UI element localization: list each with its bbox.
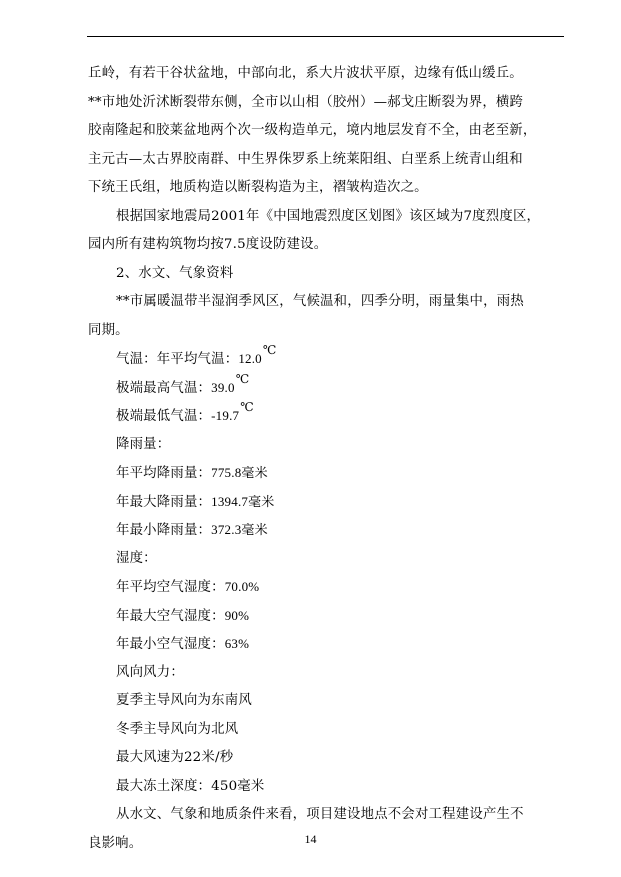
rainfall-item xyxy=(88,488,564,517)
body-line: 胶南隆起和胶莱盆地两个次一级构造单元，境内地层发育不全，由老至新， xyxy=(88,123,537,138)
wind-summer: 夏季主导风向为东南风 xyxy=(116,693,252,708)
humidity-label: 湿度： xyxy=(116,550,157,566)
body-line: **市地处沂沭断裂带东侧，全市以山相（胶州）—郝戈庄断裂为界，横跨 xyxy=(88,94,524,110)
document-body xyxy=(88,60,564,858)
body-line: 丘岭，有若干谷状盆地，中部向北，系大片波状平原，边缘有低山缓丘。 xyxy=(88,66,523,81)
rainfall-item-label: 年最大降雨量： xyxy=(116,494,212,510)
rainfall-item-value: 1394.7毫米 xyxy=(211,493,275,509)
temperature-min-value: -19.7 xyxy=(211,408,240,423)
wind-max-speed: 最大风速为22米/秒 xyxy=(116,750,234,765)
temperature-min-line xyxy=(88,402,564,431)
humidity-item xyxy=(88,573,564,602)
rainfall-item-label: 年平均降雨量： xyxy=(116,466,212,481)
temperature-avg-line xyxy=(88,345,564,374)
header-rule xyxy=(87,36,564,37)
temperature-min-label: 极端最低气温： xyxy=(116,409,212,424)
temperature-max-value: 39.0 xyxy=(211,379,235,395)
degree-unit: ℃ xyxy=(240,400,254,414)
temperature-avg-value: 12.0 xyxy=(238,351,262,366)
humidity-item-value: 63% xyxy=(224,636,250,651)
page-number: 14 xyxy=(304,832,317,846)
body-line: 下统王氏组，地质构造以断裂构造为主，褶皱构造次之。 xyxy=(88,180,428,195)
body-line: **市属暖温带半湿润季风区，气候温和，四季分明，雨量集中，雨热 xyxy=(116,294,524,309)
conclusion-line: 从水文、气象和地质条件来看，项目建设地点不会对工程建设产生不 xyxy=(116,807,524,822)
rainfall-item xyxy=(88,516,564,545)
body-line: 根据国家地震局2001年《中国地震烈度区划图》该区域为7度烈度区， xyxy=(116,208,541,224)
temperature-max-label: 极端最高气温： xyxy=(116,380,212,396)
rainfall-item xyxy=(88,459,564,488)
humidity-item xyxy=(88,602,564,631)
body-line: 同期。 xyxy=(88,322,129,338)
wind-winter: 冬季主导风向为北风 xyxy=(116,721,239,737)
humidity-item-label: 年最小空气湿度： xyxy=(116,637,225,652)
temperature-max-line xyxy=(88,371,564,403)
temperature-avg-label: 年平均气温： xyxy=(156,352,239,367)
body-line: 主元古—太古界胶南群、中生界侏罗系上统莱阳组、白垩系上统青山组和 xyxy=(88,151,523,167)
degree-unit: ℃ xyxy=(262,343,277,357)
humidity-item-label: 年平均空气湿度： xyxy=(116,580,225,595)
temperature-label: 气温： xyxy=(116,352,157,367)
conclusion-line: 良影响。 xyxy=(88,835,143,851)
frost-depth: 最大冻土深度：450毫米 xyxy=(116,778,265,794)
humidity-item-value: 70.0% xyxy=(224,579,260,594)
degree-unit: ℃ xyxy=(235,371,250,386)
rainfall-item-value: 775.8毫米 xyxy=(211,465,268,480)
rainfall-item-value: 372.3毫米 xyxy=(211,522,268,537)
section-heading: 2、水文、气象资料 xyxy=(116,265,234,281)
wind-label: 风向风力： xyxy=(116,664,184,680)
body-line: 园内所有建构筑物均按7.5度设防建设。 xyxy=(88,237,328,252)
humidity-item-value: 90% xyxy=(224,607,250,623)
humidity-item xyxy=(88,630,564,659)
rainfall-label: 降雨量： xyxy=(116,436,171,452)
rainfall-item-label: 年最小降雨量： xyxy=(116,523,212,538)
humidity-item-label: 年最大空气湿度： xyxy=(116,608,225,624)
